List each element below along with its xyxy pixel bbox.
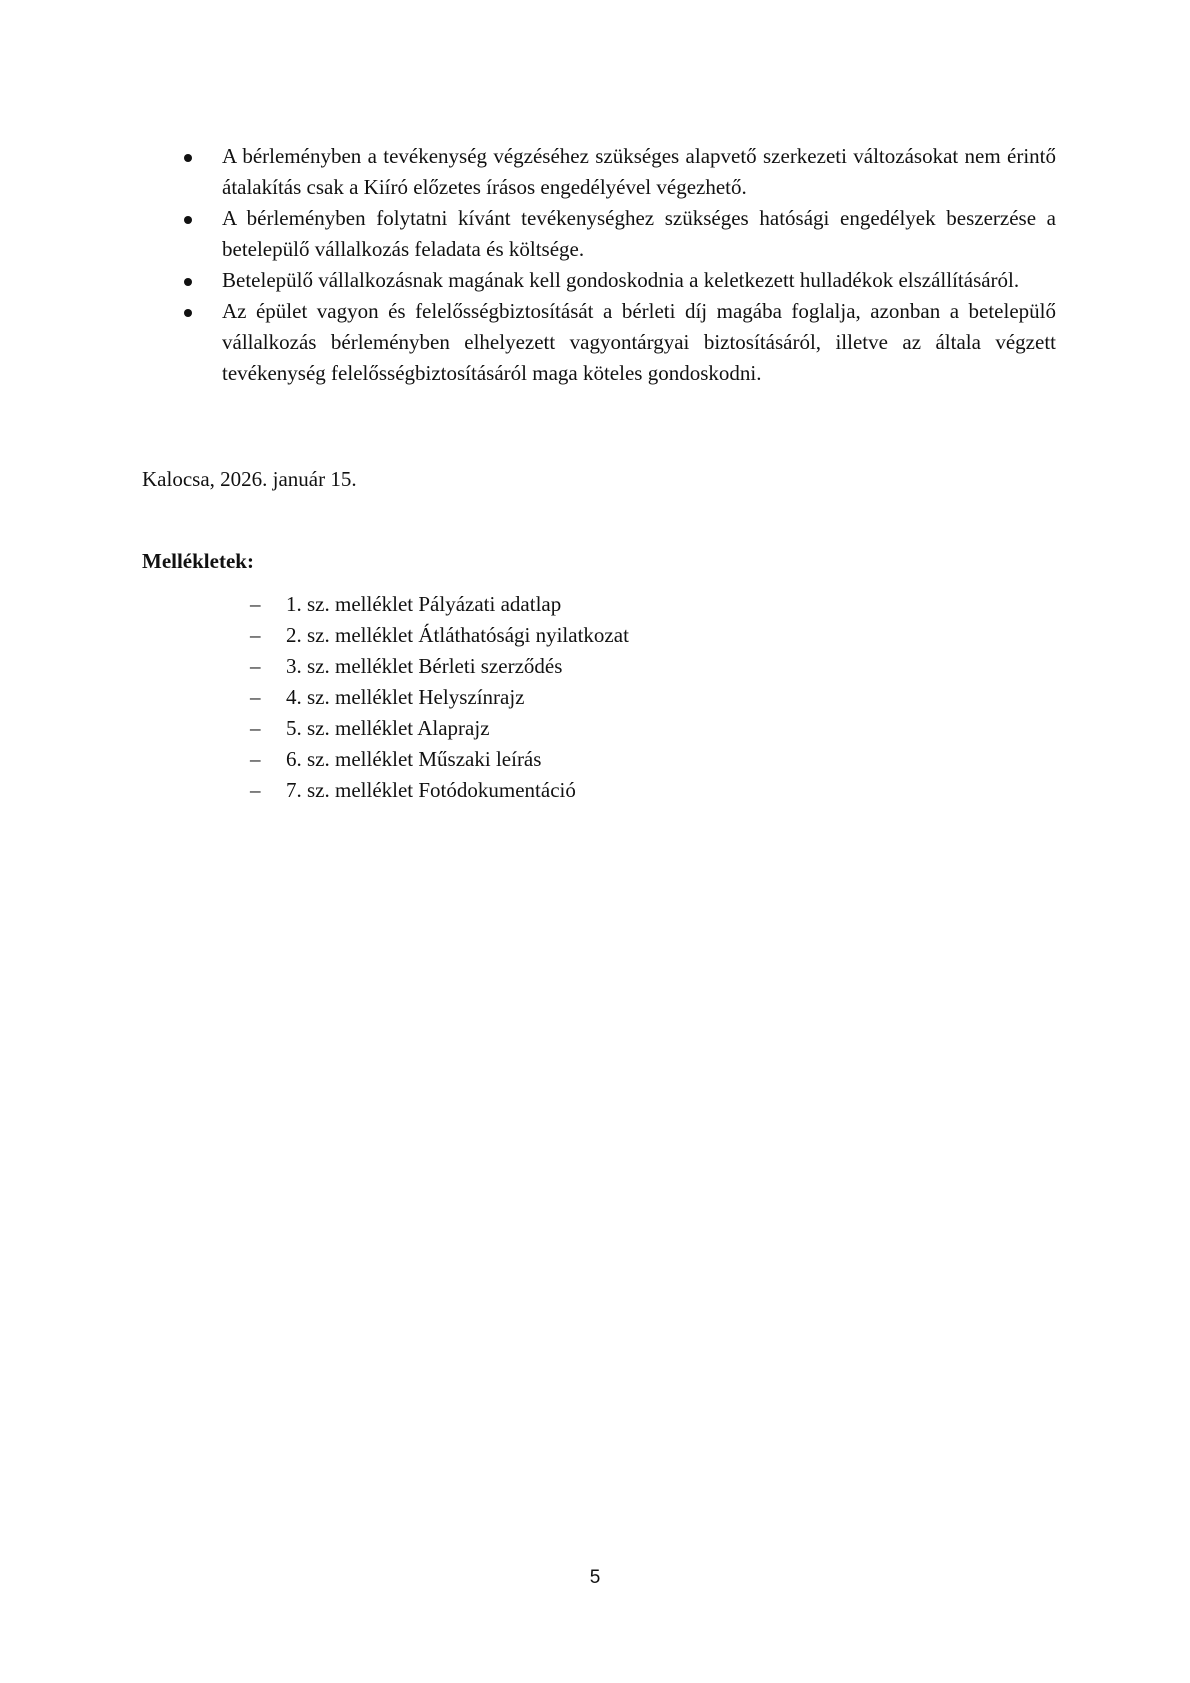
attachment-item [250,651,629,682]
dash-icon: – [250,778,261,802]
page-number: 5 [589,1567,601,1588]
place-and-date: Kalocsa, 2026. január 15. [142,467,357,491]
attachment-item [250,713,629,744]
attachment-label: 4. sz. melléklet Helyszínrajz [286,685,525,709]
bullet-dot-icon [184,216,192,224]
bullet-item [176,265,1056,296]
attachment-item [250,682,629,713]
bullet-text: Betelepülő vállalkozásnak magának kell gondoskodnia a keletkezett hulladékok elszállításáról. [222,268,1020,292]
bullet-item [176,141,1056,203]
attachment-item [250,775,629,806]
dash-icon: – [250,654,261,678]
dash-icon: – [250,592,261,616]
bullet-item [176,296,1056,389]
attachment-item [250,744,629,775]
bullet-dot-icon [184,309,192,317]
bullet-dot-icon [184,154,192,162]
bullet-text: A bérleményben folytatni kívánt tevékenységhez szükséges hatósági engedélyek beszerzése a betelepülő vállalkozás feladata és költsége. [222,206,1056,261]
dash-icon: – [250,716,261,740]
conditions-bullet-list [176,141,1056,389]
attachment-label: 5. sz. melléklet Alaprajz [286,716,490,740]
attachment-label: 3. sz. melléklet Bérleti szerződés [286,654,563,678]
dash-icon: – [250,685,261,709]
bullet-text: A bérleményben a tevékenység végzéséhez szükséges alapvető szerkezeti változásokat nem érintő átalakítás csak a Kiíró előzetes írásos engedélyével végezhető. [222,144,1056,199]
attachment-label: 1. sz. melléklet Pályázati adatlap [286,592,562,616]
attachment-item [250,620,629,651]
dash-icon: – [250,747,261,771]
attachment-item [250,589,629,620]
bullet-dot-icon [184,278,192,286]
attachments-heading: Mellékletek: [142,549,254,573]
dash-icon: – [250,623,261,647]
attachments-list [250,589,629,806]
bullet-text: Az épület vagyon és felelősségbiztosítását a bérleti díj magába foglalja, azonban a betelepülő vállalkozás bérleményben elhelyezett vagyontárgyai biztosításáról, illetve az általa végzett tevékenység felelősségbiztosításáról maga köteles gondoskodni. [222,299,1056,385]
attachment-label: 6. sz. melléklet Műszaki leírás [286,747,542,771]
attachment-label: 2. sz. melléklet Átláthatósági nyilatkozat [286,623,629,647]
bullet-item [176,203,1056,265]
attachment-label: 7. sz. melléklet Fotódokumentáció [286,778,576,802]
